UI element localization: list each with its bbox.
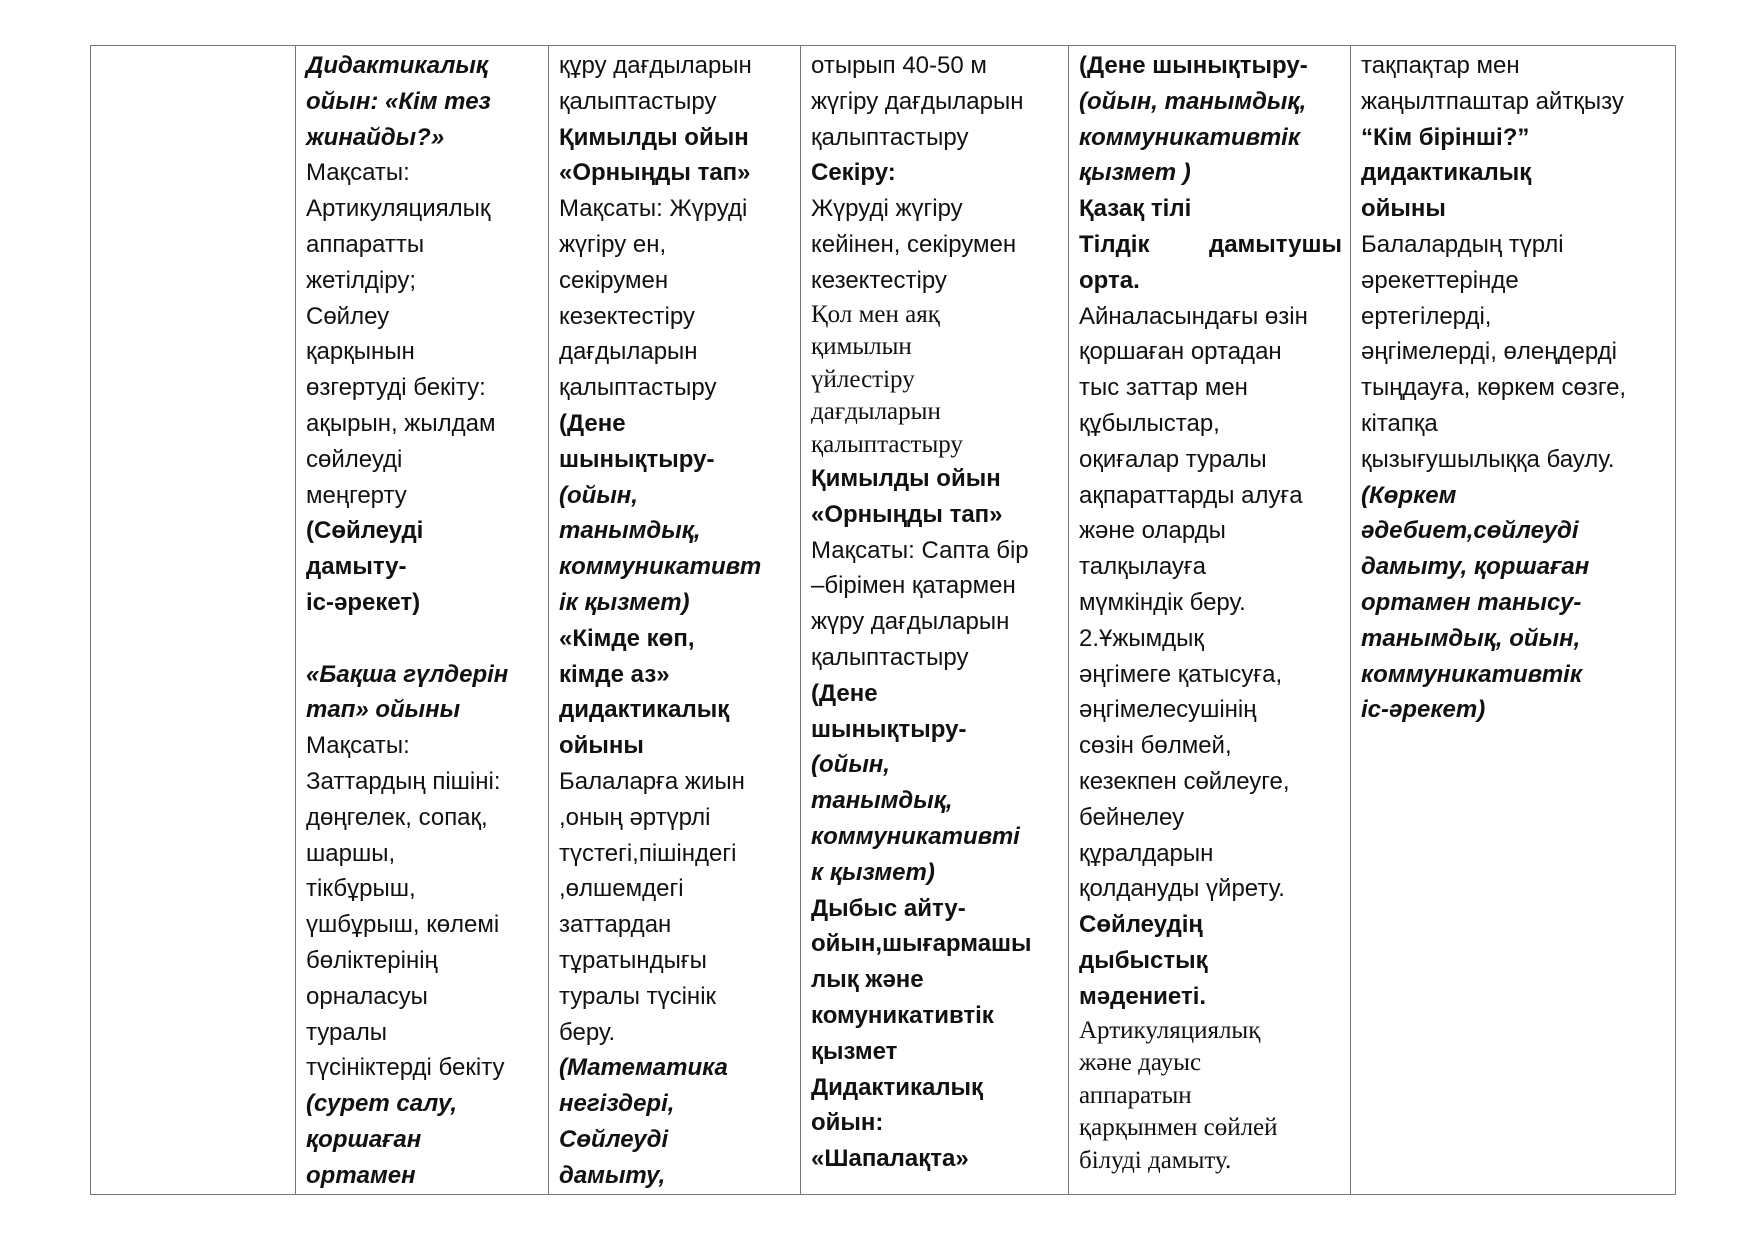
cell-text-line: секірумен <box>559 266 669 294</box>
cell-text-line: к қызмет) <box>811 858 935 886</box>
cell-text-line: және оларды <box>1079 517 1226 545</box>
cell-text-line: шаршы, <box>306 839 396 867</box>
cell-text-line: Заттардың пішіні: <box>306 767 501 795</box>
cell-text-line: лық және <box>811 966 924 994</box>
cell-text-line: Дидактикалық <box>306 52 489 79</box>
cell-text-line: Қимылды ойын <box>559 123 749 151</box>
cell-text-line: аппаратын <box>1079 1081 1192 1109</box>
cell-text-line: Жүруді жүгіру <box>811 195 963 223</box>
cell-text-line: беру. <box>559 1018 616 1046</box>
cell-text-line: отырып 40-50 м <box>811 52 987 79</box>
cell-text-line: (Дене <box>559 409 626 437</box>
cell-text-line: ойын: <box>811 1109 884 1137</box>
cell-text-line: құру дағдыларын <box>559 52 752 79</box>
cell-text-line: танымдық, <box>559 517 701 545</box>
cell-text-line: дидактикалық <box>559 696 730 724</box>
cell-text-line: (Сөйлеуді <box>306 517 424 545</box>
cell-text-line: қалыптастыру <box>559 374 717 402</box>
cell-text-line: кейінен, секірумен <box>811 230 1017 258</box>
cell-text-line: ік қызмет) <box>559 588 690 616</box>
cell-text-line: әңгімеге қатысуға, <box>1079 660 1283 688</box>
cell-text-line: дамыту, <box>559 1161 666 1189</box>
cell-text-line: орта. <box>1079 266 1140 294</box>
cell-text-line: әрекеттерінде <box>1361 266 1519 294</box>
table-cell-4 <box>1069 46 1351 1195</box>
cell-text-line: «Орныңды тап» <box>559 159 751 187</box>
cell-text-line: ортамен танысу- <box>1361 588 1582 616</box>
cell-text-line: (Дене <box>811 679 878 707</box>
cell-text-line: мүмкіндік беру. <box>1079 588 1246 616</box>
cell-text-line: «Кімде көп, <box>559 624 695 652</box>
cell-text-line: кезекпен сөйлеуге, <box>1079 767 1290 795</box>
cell-text-line: түсініктерді бекіту <box>306 1054 505 1082</box>
cell-text-line: әдебиет,сөйлеуді <box>1361 517 1579 545</box>
cell-text-line: аппаратты <box>306 230 425 258</box>
cell-text-line: түстегі,пішіндегі <box>559 839 737 867</box>
cell-text-line: қызығушылыққа баулу. <box>1361 445 1615 473</box>
cell-text-line: бейнелеу <box>1079 803 1185 831</box>
cell-text-line: өзгертуді бекіту: <box>306 374 486 402</box>
cell-text-line: Мақсаты: <box>306 732 410 760</box>
cell-text-line: құралдарын <box>1079 839 1214 867</box>
cell-text-line: қызмет ) <box>1079 159 1191 187</box>
cell-text-line: жүгіру дағдыларын <box>811 87 1024 115</box>
cell-text-line: танымдық, <box>811 787 953 815</box>
cell-text-line: қарқынын <box>306 338 415 366</box>
cell-text-line: ойын,шығармашы <box>811 930 1032 958</box>
cell-text-line: дағдыларын <box>559 338 698 366</box>
cell-text-line: сөзін бөлмей, <box>1079 732 1232 760</box>
cell-text-line: «Бақша гүлдерін <box>306 660 509 688</box>
cell-text-line: негіздері, <box>559 1090 675 1118</box>
cell-text-line: үшбұрыш, көлемі <box>306 911 500 939</box>
cell-text-line <box>1079 227 1342 263</box>
cell-text-line: бөліктерінің <box>306 946 438 974</box>
cell-text-line: (ойын, танымдық, <box>1079 87 1307 115</box>
cell-text-line: үйлестіру <box>811 365 915 393</box>
cell-text-line: –бірімен қатармен <box>811 572 1016 600</box>
cell-text-line: туралы түсінік <box>559 982 717 1010</box>
cell-text-line: қалыптастыру <box>811 430 963 458</box>
cell-text-line: дидактикалық <box>1361 159 1532 187</box>
cell-text-line: ойыны <box>559 732 644 760</box>
cell-text-line: дамыту- <box>306 553 407 581</box>
cell-text-line: жинайды?» <box>306 123 445 151</box>
cell-text-line: ортамен <box>306 1161 416 1189</box>
cell-text-line: қарқынмен сөйлей <box>1079 1114 1278 1142</box>
cell-text-line: (Көркем <box>1361 481 1457 509</box>
cell-text-line: Дыбыс айту- <box>811 894 966 922</box>
cell-text-line: құбылыстар, <box>1079 409 1220 437</box>
cell-text-line: әңгімелесушінің <box>1079 696 1257 724</box>
cell-text-line: (ойын, <box>559 481 638 509</box>
cell-text-line: кезектестіру <box>811 266 947 294</box>
cell-text-line: тап» ойыны <box>306 696 461 724</box>
cell-text-line: (Математика <box>559 1054 728 1082</box>
cell-text-line: Секіру: <box>811 159 896 187</box>
cell-text-line: қимылын <box>811 333 912 361</box>
plan-table <box>90 45 1676 1195</box>
cell-text-line: қалыптастыру <box>559 87 717 115</box>
cell-text-line: тұратындығы <box>559 946 707 974</box>
cell-text-line: кітапқа <box>1361 409 1438 437</box>
cell-text-line: дамыту, қоршаған <box>1361 553 1590 581</box>
cell-text-line: 2.Ұжымдық <box>1079 624 1204 652</box>
cell-text-line: коммуникативтік <box>1361 660 1582 688</box>
cell-text-line: талқылауға <box>1079 553 1207 581</box>
cell-text-line: қоршаған <box>306 1125 422 1153</box>
cell-text-line: Сөйлеу <box>306 302 390 330</box>
cell-text-line: Сөйлеудің <box>1079 911 1203 939</box>
cell-text-line: жаңылтпаштар айтқызу <box>1361 87 1624 115</box>
cell-text-line: шынықтыру- <box>811 715 967 743</box>
cell-text-line: (сурет салу, <box>306 1090 458 1118</box>
cell-text-line: коммуникативтік <box>1079 123 1300 151</box>
cell-text-line: Мақсаты: Жүруді <box>559 195 748 223</box>
cell-text-line: ертегілерді, <box>1361 302 1492 330</box>
cell-text-line: комуникативтік <box>811 1002 994 1030</box>
cell-text-line: Балаларға жиын <box>559 767 745 795</box>
cell-text-line: коммуникативті <box>811 823 1020 851</box>
cell-text-line: «Шапалақта» <box>811 1145 969 1173</box>
cell-text-line: ақырын, жылдам <box>306 409 496 437</box>
table-cell-3 <box>801 46 1069 1195</box>
cell-text-line: Айналасындағы өзін <box>1079 302 1308 330</box>
cell-text-line: қалыптастыру <box>811 123 969 151</box>
cell-text-line: Дидактикалық <box>811 1073 984 1101</box>
cell-text-line: білуді дамыту. <box>1079 1146 1232 1174</box>
cell-text-line: қызмет <box>811 1037 898 1065</box>
cell-text-line: дөңгелек, сопақ, <box>306 803 488 831</box>
cell-text-line: Қазақ тілі <box>1079 195 1192 223</box>
cell-text-line: Сөйлеуді <box>559 1125 669 1153</box>
cell-text-line: тікбұрыш, <box>306 875 416 903</box>
cell-text-line: Қол мен аяқ <box>811 300 940 328</box>
cell-text-line: оқиғалар туралы <box>1079 445 1267 473</box>
cell-text-line: ақпараттарды алуға <box>1079 481 1303 509</box>
cell-text-line: әңгімелерді, өлеңдерді <box>1361 338 1617 366</box>
cell-text-line: Қимылды ойын <box>811 465 1001 493</box>
cell-text-line: ойыны <box>1361 195 1446 223</box>
cell-text-line: (ойын, <box>811 751 890 779</box>
cell-text-line: қоршаған ортадан <box>1079 338 1282 366</box>
cell-text-line: заттардан <box>559 911 672 939</box>
cell-text-line: ,оның әртүрлі <box>559 803 711 831</box>
cell-text-line: туралы <box>306 1018 387 1046</box>
table-cell-5 <box>1351 46 1676 1195</box>
cell-text-line: меңгерту <box>306 481 407 509</box>
table-cell-2 <box>549 46 801 1195</box>
cell-text-line: Мақсаты: Сапта бір <box>811 536 1029 564</box>
cell-text-line: коммуникативт <box>559 553 762 581</box>
cell-text-line: жүгіру ен, <box>559 230 667 258</box>
cell-text-line: тыңдауға, көркем сөзге, <box>1361 374 1627 402</box>
cell-text-word: Тілдік <box>1079 230 1150 258</box>
cell-text-line: «Орныңды тап» <box>811 500 1003 528</box>
cell-text-line: дыбыстық <box>1079 946 1208 974</box>
cell-text-line: Артикуляциялық <box>306 195 491 223</box>
cell-text-line: тыс заттар мен <box>1079 374 1248 402</box>
cell-text-line: ойын: «Кім тез <box>306 87 491 115</box>
cell-text-line: Мақсаты: <box>306 159 410 187</box>
cell-text-line: іс-әрекет) <box>1361 696 1486 724</box>
cell-text-line: кезектестіру <box>559 302 695 330</box>
cell-text-line: мәдениеті. <box>1079 982 1207 1010</box>
cell-text-line: жүру дағдыларын <box>811 608 1010 636</box>
cell-text-line: кімде аз» <box>559 660 670 688</box>
cell-text-line: орналасуы <box>306 982 428 1010</box>
table-row <box>91 46 1676 1195</box>
cell-text-line: танымдық, ойын, <box>1361 624 1581 652</box>
cell-text-line: іс-әрекет) <box>306 588 421 616</box>
cell-text-line: шынықтыру- <box>559 445 715 473</box>
cell-text-line: (Дене шынықтыру- <box>1079 52 1308 79</box>
cell-text-line: қалыптастыру <box>811 644 969 672</box>
cell-text-line: “Кім бірінші?” <box>1361 123 1530 151</box>
cell-text-line: Артикуляциялық <box>1079 1016 1261 1044</box>
cell-text-line: ,өлшемдегі <box>559 875 684 903</box>
table-cell-1 <box>296 46 549 1195</box>
cell-text-line: жетілдіру; <box>306 266 417 294</box>
cell-text-line: қолдануды үйрету. <box>1079 875 1285 903</box>
cell-text-line: дағдыларын <box>811 398 941 426</box>
cell-text-word: дамытушы <box>1208 230 1342 258</box>
cell-text-line: және дауыс <box>1079 1049 1202 1077</box>
cell-text-line: тақпақтар мен <box>1361 52 1520 79</box>
cell-text-line: Балалардың түрлі <box>1361 230 1564 258</box>
table-cell-0 <box>91 46 296 1195</box>
cell-text-line: сөйлеуді <box>306 445 403 473</box>
cell-text-line <box>306 621 540 657</box>
